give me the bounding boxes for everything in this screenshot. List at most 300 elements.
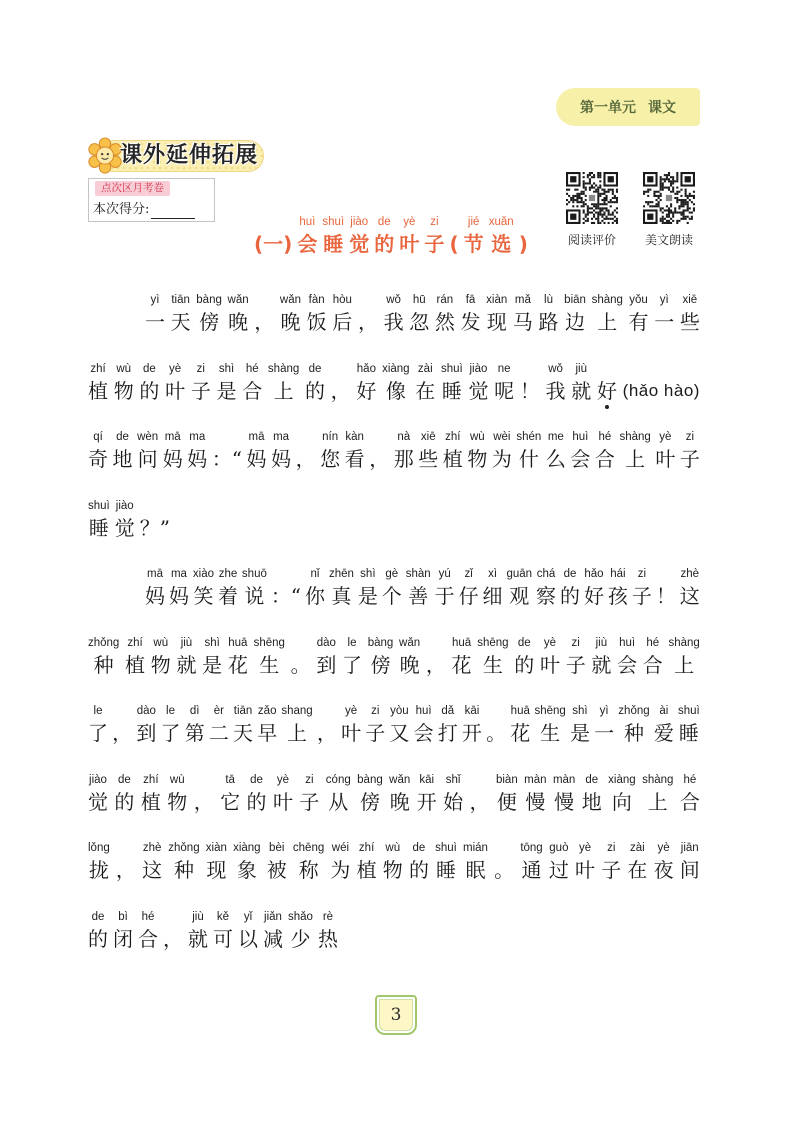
qr-module <box>668 209 670 211</box>
pinyin: zhēn <box>328 568 354 580</box>
punctuation-token <box>494 838 514 882</box>
ruby-token <box>142 838 162 882</box>
ruby-token <box>125 633 145 677</box>
hanzi: 现 <box>486 310 507 334</box>
ruby-token <box>88 496 110 540</box>
qr-module <box>572 199 574 201</box>
pinyin: xiàng <box>608 773 636 786</box>
ruby-token <box>435 838 457 882</box>
qr-module <box>660 176 662 178</box>
hanzi: 的 <box>408 858 429 882</box>
pinyin: kě <box>216 910 230 923</box>
hanzi: 睡 <box>678 721 699 745</box>
qr-module <box>687 216 689 218</box>
pinyin: de <box>377 216 391 228</box>
qr-module <box>583 182 585 184</box>
qr-module <box>599 209 601 211</box>
ruby-token <box>514 633 534 677</box>
pinyin: de <box>563 568 577 580</box>
hanzi: 子 <box>631 584 652 608</box>
pinyin: shì <box>204 636 220 649</box>
pinyin: de <box>585 773 599 786</box>
qr-module <box>578 195 580 197</box>
qr-module <box>597 207 599 209</box>
qr-module <box>568 195 570 197</box>
ruby-token <box>546 427 566 471</box>
hanzi: 真 <box>331 584 352 608</box>
hanzi: 晚 <box>389 789 410 814</box>
ruby-token <box>467 427 487 471</box>
qr-module <box>610 201 612 203</box>
qr-module <box>583 184 585 186</box>
ruby-token <box>462 701 482 745</box>
qr-module <box>660 189 662 191</box>
qr-module <box>589 212 591 214</box>
hanzi: 生 <box>540 721 561 745</box>
qr-module <box>585 203 587 205</box>
qr-module <box>670 184 672 186</box>
qr-module <box>660 218 662 220</box>
qr-module <box>680 199 682 201</box>
qr-module <box>583 222 585 224</box>
punctuation-token <box>449 212 458 256</box>
pinyin: zhí <box>445 431 461 443</box>
qr-module <box>585 189 587 191</box>
qr-module <box>583 212 585 214</box>
qr-module <box>587 214 589 216</box>
passage <box>88 290 700 975</box>
pinyin: zi <box>371 705 380 717</box>
punctuation: ：“ <box>270 584 302 608</box>
ruby-token <box>680 838 700 882</box>
qr-module <box>572 195 574 197</box>
pinyin: ài <box>659 705 669 717</box>
hanzi: 叶 <box>272 789 293 814</box>
qr-module <box>670 209 672 211</box>
pinyin: xiàn <box>205 842 227 854</box>
qr-module <box>668 207 670 209</box>
pinyin: zhǒng <box>618 705 650 717</box>
ruby-token <box>171 290 191 334</box>
qr-module <box>685 209 687 211</box>
ruby-token <box>365 701 385 745</box>
qr-module <box>670 205 672 207</box>
qr-module <box>574 189 576 191</box>
pinyin: jié <box>467 216 480 228</box>
qr-module <box>645 191 647 193</box>
qr-module <box>647 195 649 197</box>
qr-module <box>676 172 678 174</box>
passage-line <box>88 496 700 565</box>
hanzi: 一 <box>594 721 615 745</box>
punctuation-token <box>112 701 132 745</box>
ruby-token <box>678 701 700 745</box>
qr-module <box>649 201 651 203</box>
qr-module <box>597 212 599 214</box>
pinyin: shàn <box>405 568 431 580</box>
qr-module <box>589 178 591 180</box>
hanzi: 种 <box>173 858 194 882</box>
qr-module <box>668 178 670 180</box>
qr-module <box>610 205 612 207</box>
qr-module <box>666 216 668 218</box>
qr-module <box>595 218 597 220</box>
qr-module <box>583 180 585 182</box>
qr-module <box>585 187 587 189</box>
pinyin: yè <box>543 636 557 649</box>
punctuation-token <box>369 427 389 471</box>
pinyin: gè <box>385 568 399 580</box>
ruby-token <box>643 633 663 677</box>
pinyin: guān <box>506 568 533 580</box>
qr-module <box>581 191 583 193</box>
hanzi: 路 <box>538 310 559 334</box>
pinyin: zi <box>637 568 647 580</box>
qr-module <box>566 203 568 205</box>
ruby-token <box>330 838 350 882</box>
punctuation: ， <box>112 721 133 745</box>
hanzi: 叶 <box>399 232 420 256</box>
qr-module <box>597 187 599 189</box>
pinyin: jiù <box>575 362 587 375</box>
pinyin: dì <box>189 705 200 717</box>
pinyin: yè <box>344 705 358 717</box>
ruby-token <box>492 427 512 471</box>
hanzi: 就 <box>188 926 208 951</box>
hanzi: 叶 <box>165 378 186 403</box>
punctuation: ， <box>330 378 351 403</box>
qr-module <box>672 176 674 178</box>
pinyin: xiàng <box>233 842 261 854</box>
punctuation-token <box>163 907 183 951</box>
hanzi: 的 <box>114 789 135 814</box>
qr-module <box>662 212 664 214</box>
qr-module <box>653 191 655 193</box>
qr-module <box>662 178 664 180</box>
qr-module <box>693 209 695 211</box>
qr-module <box>597 218 599 220</box>
hanzi: 现 <box>206 858 227 882</box>
qr-module <box>672 212 674 214</box>
qr-module <box>581 193 583 195</box>
pinyin: ma <box>273 431 290 443</box>
qr-code-icon <box>566 172 618 224</box>
ruby-token <box>218 564 238 608</box>
qr-module <box>593 176 595 178</box>
qr-module <box>676 197 678 199</box>
pinyin: ma <box>170 568 187 580</box>
qr-module <box>601 220 603 222</box>
qr-module <box>608 214 610 216</box>
qr-module <box>591 203 593 205</box>
qr-module <box>601 189 603 191</box>
pinyin: xiào <box>192 568 215 580</box>
pinyin: hé <box>141 910 155 923</box>
pinyin: biàn <box>495 773 518 786</box>
qr-module <box>687 222 689 224</box>
qr-module <box>603 207 605 209</box>
qr-module <box>570 214 576 220</box>
qr-module <box>599 172 601 174</box>
hanzi: 像 <box>385 378 406 403</box>
hanzi: 过 <box>548 858 569 882</box>
qr-module <box>597 222 599 224</box>
qr-module <box>674 180 676 182</box>
qr-module <box>662 182 664 184</box>
qr-module <box>572 205 574 207</box>
ruby-token <box>441 359 463 403</box>
pinyin: xiē <box>682 294 698 306</box>
qr-module <box>597 193 599 195</box>
hanzi: 细 <box>482 584 503 608</box>
qr-module <box>603 199 605 201</box>
qr-module <box>687 201 689 203</box>
punctuation: ， <box>295 447 316 471</box>
qr-module <box>689 207 691 209</box>
hanzi: 眠 <box>465 858 486 882</box>
qr-module <box>676 180 678 182</box>
qr-module <box>595 205 597 207</box>
pinyin: le <box>347 636 357 649</box>
hanzi: 是 <box>216 378 237 403</box>
hanzi: 子 <box>601 858 622 882</box>
qr-module <box>599 222 601 224</box>
qr-module <box>685 176 691 182</box>
pinyin: hé <box>683 773 697 786</box>
hanzi: 物 <box>467 447 488 471</box>
punctuation-token <box>519 212 528 256</box>
qr-module <box>591 212 593 214</box>
hanzi: 叶 <box>655 447 676 471</box>
pinyin: hái <box>610 568 626 580</box>
ruby-token <box>326 770 351 814</box>
hanzi: 植 <box>356 858 377 882</box>
hanzi: 慢 <box>554 789 575 814</box>
qr-module <box>658 205 660 207</box>
ruby-token <box>654 701 674 745</box>
hanzi: 是 <box>357 584 378 608</box>
hanzi: 到 <box>136 721 157 745</box>
pinyin: shì <box>218 362 235 375</box>
qr-module <box>680 212 682 214</box>
pinyin: zhǒng <box>168 842 200 854</box>
pinyin: kàn <box>345 431 364 443</box>
qr-module <box>649 189 651 191</box>
pinyin-options: (hǎo hào) <box>622 380 700 400</box>
qr-module <box>655 205 657 207</box>
hanzi: 孩 <box>607 584 628 608</box>
passage-line <box>88 907 700 976</box>
hanzi: 边 <box>565 310 586 334</box>
ruby-token <box>187 427 207 471</box>
qr-module <box>678 220 680 222</box>
qr-module <box>566 199 568 201</box>
qr-module <box>662 187 664 189</box>
qr-module <box>585 214 587 216</box>
hanzi: 子 <box>565 652 586 677</box>
ruby-token <box>165 359 185 403</box>
qr-module <box>601 207 603 209</box>
hanzi: 察 <box>536 584 557 608</box>
passage-line <box>88 564 700 633</box>
ruby-token <box>288 907 313 951</box>
qr-module <box>666 205 668 207</box>
hanzi: 就 <box>591 652 612 677</box>
pinyin: mā <box>147 568 163 580</box>
hanzi: 夜 <box>653 858 674 882</box>
qr-module <box>672 178 674 180</box>
qr-module <box>610 189 612 191</box>
qr-module <box>664 209 666 211</box>
qr-module <box>658 195 660 197</box>
qr-module <box>672 214 674 216</box>
pinyin: xiē <box>420 431 436 443</box>
hanzi: 马 <box>512 310 533 334</box>
hanzi: 它 <box>220 789 241 814</box>
qr-module <box>606 199 608 201</box>
qr-module <box>570 199 572 201</box>
qr-module <box>660 209 662 211</box>
ruby-token <box>459 564 479 608</box>
qr-module <box>581 205 583 207</box>
pinyin: jiù <box>192 910 204 923</box>
hanzi: 觉 <box>88 789 108 814</box>
qr-module <box>662 216 664 218</box>
qr-module <box>685 189 687 191</box>
ruby-token <box>669 633 700 677</box>
hanzi: 少 <box>290 926 311 951</box>
ruby-token <box>510 701 530 745</box>
ruby-token <box>88 427 108 471</box>
ruby-token <box>477 633 508 677</box>
ruby-token <box>136 701 156 745</box>
qr-module <box>595 189 597 191</box>
hanzi: 花 <box>227 652 248 677</box>
pinyin: yè <box>578 842 592 854</box>
pinyin: me <box>547 431 564 443</box>
hanzi: 减 <box>263 926 283 951</box>
hanzi: 笑 <box>193 584 214 608</box>
hanzi: 为 <box>491 447 512 471</box>
qr-module <box>616 199 618 201</box>
qr-module <box>593 174 595 176</box>
pinyin: èr <box>213 705 224 717</box>
ruby-token <box>383 838 403 882</box>
hanzi: 一 <box>654 310 675 334</box>
qr-module <box>658 203 660 205</box>
hanzi: 叶 <box>341 721 362 745</box>
qr-module <box>587 174 589 176</box>
qr-module <box>680 203 682 205</box>
qr-module <box>660 199 662 201</box>
qr-module <box>593 205 595 207</box>
hanzi: 象 <box>236 858 257 882</box>
pinyin: dǎ <box>441 705 455 717</box>
pinyin: shēng <box>253 636 285 649</box>
qr-module <box>612 191 614 193</box>
qr-module <box>578 193 580 195</box>
hanzi: 个 <box>381 584 402 608</box>
qr-module <box>606 191 608 193</box>
qr-module <box>680 214 682 216</box>
pinyin: zi <box>685 431 694 443</box>
qr-module <box>616 218 618 220</box>
qr-module <box>614 209 616 211</box>
ruby-token <box>305 564 325 608</box>
hanzi: 选 <box>491 232 512 256</box>
pinyin: wǎn <box>399 636 421 649</box>
pinyin: yǒu <box>629 294 648 306</box>
ruby-token <box>424 212 444 256</box>
pinyin: wǎn <box>389 773 411 786</box>
punctuation-token <box>194 770 214 814</box>
qr-module <box>576 189 578 191</box>
ruby-token <box>114 359 134 403</box>
pinyin: fàn <box>308 294 325 306</box>
qr-module <box>676 220 678 222</box>
ruby-token <box>271 427 291 471</box>
qr-module <box>597 203 599 205</box>
passage-line <box>88 359 700 428</box>
pinyin: shàng <box>642 773 674 786</box>
qr-module <box>672 216 674 218</box>
pinyin: mǎ <box>514 294 531 306</box>
qr-module <box>655 203 657 205</box>
qr-module <box>593 222 595 224</box>
qr-code-icon <box>643 172 695 224</box>
qr-module <box>649 205 651 207</box>
pinyin: zi <box>607 842 616 854</box>
pinyin: shuō <box>241 568 267 580</box>
hanzi-token <box>254 212 292 256</box>
ruby-token <box>113 427 133 471</box>
qr-module <box>668 187 670 189</box>
qr-module <box>606 203 608 205</box>
pinyin: shàng <box>591 294 623 306</box>
hanzi: 花 <box>510 721 531 745</box>
qr-module <box>614 201 616 203</box>
qr-module <box>593 182 595 184</box>
qr-module <box>651 205 653 207</box>
qr-module <box>578 197 580 199</box>
pinyin: wǎn <box>227 294 249 306</box>
qr-module <box>595 203 597 205</box>
ruby-token <box>418 427 438 471</box>
qr-module <box>599 184 601 186</box>
ruby-token <box>167 770 187 814</box>
qr-module <box>608 176 614 182</box>
pinyin: biān <box>564 294 586 306</box>
punctuation-token <box>291 633 311 677</box>
qr-module <box>591 218 593 220</box>
punctuation-token <box>317 701 337 745</box>
pinyin: jiù <box>595 636 608 649</box>
ruby-token <box>540 633 560 677</box>
qr-module <box>599 207 601 209</box>
pinyin: huā <box>451 636 472 649</box>
qr-module <box>606 207 608 209</box>
hanzi: 开 <box>461 721 482 745</box>
hanzi: 合 <box>679 789 700 814</box>
punctuation: ( <box>449 232 459 256</box>
ruby-token <box>415 359 435 403</box>
hanzi: 从 <box>328 789 349 814</box>
qr-module <box>693 197 695 199</box>
pinyin: shàng <box>267 362 300 375</box>
ruby-token <box>242 359 262 403</box>
qr-module <box>687 195 689 197</box>
pinyin: zi <box>571 636 580 649</box>
